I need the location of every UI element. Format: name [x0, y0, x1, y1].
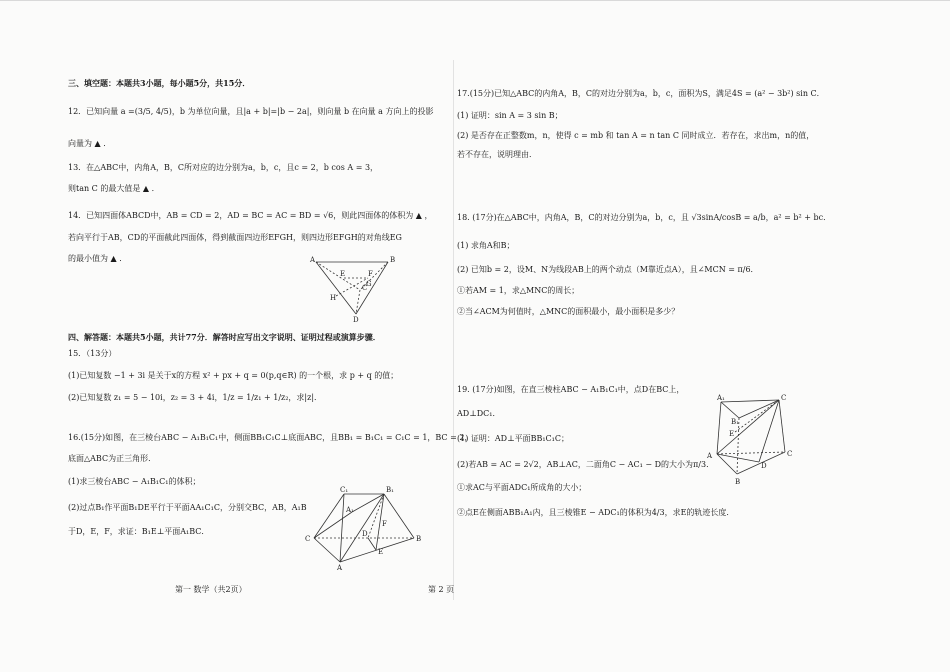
fig19-label-d: D: [761, 462, 767, 470]
q18-part2-2: ②当∠ACM为何值时，△MNC的面积最小，最小面积是多少？: [457, 307, 680, 316]
fig16-label-c: C: [305, 535, 311, 543]
q16-part2b: 于D，E，F，求证：B₁E⊥平面A₁BC．: [68, 527, 210, 536]
q17-part2a: (2) 是否存在正整数m，n，使得 c = mb 和 tan A = n tan C 同时成立．若存在，求出m，n的值，: [457, 131, 815, 140]
q19-part1: (1) 证明：AD⊥平面BB₁C₁C；: [457, 434, 570, 443]
q16-part1: (1)求三棱台ABC − A₁B₁C₁的体积；: [68, 477, 201, 486]
fig16-label-f: F: [382, 520, 387, 528]
q16-part2a: (2)过点B₁作平面B₁DE平行于平面AA₁C₁C，分别交BC，AB，A₁B: [68, 503, 307, 512]
q13-line1: 13．在△ABC中，内角A，B，C所对应的边分别为a，b，c，且c = 2，b cos A = 3，: [68, 163, 379, 172]
fig19-label-e: E: [729, 430, 735, 438]
fig14-label-c: C: [362, 284, 368, 292]
column-divider: [453, 60, 454, 600]
fig19-label-a1: A₁: [717, 394, 725, 402]
fig19-label-a: A: [707, 452, 713, 460]
q15-title: 15．（13分）: [68, 349, 117, 358]
fig16-label-a1: A₁: [346, 506, 354, 514]
fig14-label-f: F: [368, 270, 373, 278]
q16-line1: 16.(15分)如图，在三棱台ABC − A₁B₁C₁中，侧面BB₁C₁C⊥底面ABC，且BB₁ = B₁C₁ = C₁C = 1，BC = 2，: [68, 433, 473, 442]
fig19-label-b: B: [735, 478, 741, 484]
fig16-label-a: A: [337, 564, 343, 570]
q19-line2: AD⊥DC₁．: [457, 409, 501, 418]
right-footer: 第 2 页: [428, 585, 455, 594]
answer-heading: 四、解答题：本题共5小题，共计77分．解答时应写出文字说明、证明过程或演算步骤．: [68, 332, 381, 342]
fig19-label-c: C: [787, 450, 793, 458]
q15-part1: (1)已知复数 −1 + 3i 是关于x的方程 x² + px + q = 0(p,q∈R) 的一个根，求 p + q 的值；: [68, 371, 399, 380]
q19-line1: 19. (17分)如图，在直三棱柱ABC − A₁B₁C₁中，点D在BC上，: [457, 385, 685, 394]
q19-part2-2: ②点E在侧面ABB₁A₁内，且三棱锥E − ADC₁的体积为4/3，求E的轨迹长度．: [457, 508, 735, 517]
q17-part1: (1) 证明：sin A = 3 sin B；: [457, 111, 563, 120]
fig16-label-c1: C₁: [340, 486, 349, 494]
q14-line1: 14．已知四面体ABCD中，AB = CD = 2，AD = BC = AC = BD = √6，则此四面体的体积为 ▲ ，: [68, 211, 433, 220]
q14-line3: 的最小值为 ▲ ．: [68, 254, 128, 263]
fig19-label-c1: C: [781, 394, 787, 402]
fig16-label-e: E: [378, 548, 384, 556]
q14-line2: 若向平行于AB，CD的平面截此四面体，得到截面四边形EFGH，则四边形EFGH的对角线EG: [68, 233, 402, 242]
q18-line1: 18. (17分)在△ABC中，内角A，B，C的对边分别为a，b，c，且 √3sinA/cosB = a/b，a² = b² + bc．: [457, 213, 832, 222]
fig14-label-h: H: [330, 294, 337, 302]
fig14-label-d: D: [353, 316, 359, 322]
q16-line2: 底面△ABC为正三角形．: [68, 454, 157, 463]
fill-blank-heading: 三、填空题：本题共3小题，每小题5分，共15分．: [68, 78, 251, 88]
fig14-label-e: E: [340, 270, 346, 278]
fig19-label-b1: B₁: [731, 418, 739, 426]
q15-part2: (2)已知复数 z₁ = 5 − 10i，z₂ = 3 + 4i，1/z = 1/z₁ + 1/z₂，求|z|．: [68, 393, 323, 402]
fig14-label-a: A: [310, 256, 316, 264]
q12-line1: 12．已知向量 a =(3/5, 4/5)，b 为单位向量，且|a + b|=|b − 2a|，则向量 b 在向量 a 方向上的投影: [68, 107, 434, 116]
q19-prism-figure: [705, 392, 805, 488]
q12-line2: 向量为 ▲ ．: [68, 139, 112, 148]
q14-tetrahedron-figure: [308, 252, 398, 326]
fig14-label-g: G: [366, 280, 372, 288]
q17-line1: 17.(15分)已知△ABC的内角A，B，C的对边分别为a，b，c，面积为S，满足4S = (a² − 3b²) sin C．: [457, 89, 825, 98]
q18-part1: (1) 求角A和B；: [457, 241, 515, 250]
q17-part2b: 若不存在，说明理由．: [457, 150, 537, 159]
fig16-label-d: D: [362, 530, 368, 538]
q18-part2: (2) 已知b = 2，设M、N为线段AB上的两个动点（M靠近点A），且∠MCN = π/6．: [457, 265, 759, 274]
left-footer: 第一 数学（共2页）: [175, 585, 247, 594]
q18-part2-1: ①若AM = 1，求△MNC的周长；: [457, 286, 580, 295]
fig16-label-b: B: [416, 535, 422, 543]
q13-line2: 则tan C 的最大值是 ▲ ．: [68, 184, 160, 193]
fig14-label-b: B: [390, 256, 396, 264]
fig16-label-b1: B₁: [386, 486, 394, 494]
q16-frustum-figure: [304, 482, 424, 574]
q19-part2: (2)若AB = AC = 2√2，AB⊥AC，二面角C − AC₁ − D的大小为π/3．: [457, 460, 715, 469]
q19-part2-1: ①求AC与平面ADC₁所成角的大小；: [457, 483, 587, 492]
scan-edge-top: [0, 0, 950, 1]
